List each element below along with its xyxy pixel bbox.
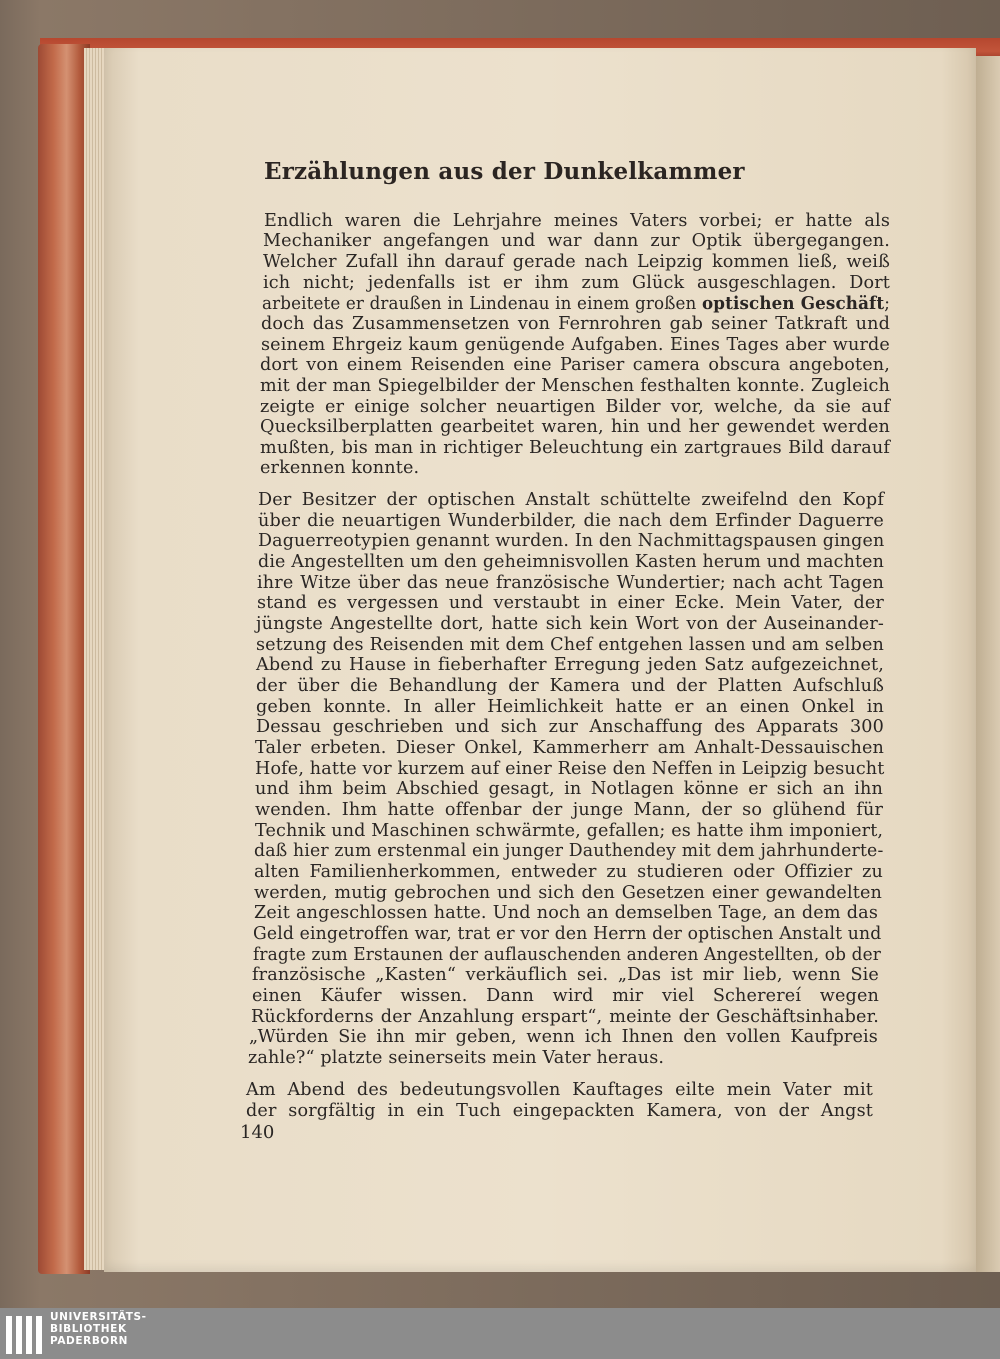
- text-line: Dessau geschrieben und sich zur Anschaffung des Apparats 300: [256, 717, 884, 737]
- text-line: Welcher Zufall ihn darauf gerade nach Leipzig kommen ließ, weiß: [263, 252, 890, 272]
- text-line: dort von einem Reisenden eine Pariser camera obscura angeboten,: [260, 355, 890, 375]
- text-line: Technik und Maschinen schwärmte, gefallen; es hatte ihm imponiert,: [255, 821, 884, 841]
- text-line: jüngste Angestellte dort, hatte sich kein Wort von der Auseinander-: [256, 614, 884, 634]
- facing-page-edge: [976, 56, 1000, 1272]
- library-logo-text: [50, 1311, 147, 1347]
- text-line: Zeit angeschlossen hatte. Und noch an demselben Tage, an dem das: [254, 903, 878, 923]
- bold-phrase: optischen Geschäft: [701, 293, 885, 314]
- text-line: setzung des Reisenden mit dem Chef entgehen lassen und am selben: [256, 635, 884, 655]
- text-line: seinem Ehrgeiz kaum genügende Aufgaben. Eines Tages aber wurde: [261, 335, 890, 355]
- text-line: die Angestellten um den geheimnisvollen Kasten herum und machten: [258, 552, 885, 572]
- library-logo-bar: [0, 1308, 1000, 1359]
- text-line-with-bold: [262, 293, 890, 314]
- text-line: Geld eingetroffen war, trat er vor den Herrn der optischen Anstalt und: [253, 924, 882, 944]
- text-line: Hofe, hatte vor kurzem auf einer Reise den Neffen in Leipzig besucht: [255, 759, 885, 779]
- text-line: Endlich waren die Lehrjahre meines Vaters vorbei; er hatte als: [264, 211, 890, 231]
- text-line: Taler erbeten. Dieser Onkel, Kammerherr am Anhalt-Dessauischen: [255, 738, 884, 758]
- library-logo-line: UNIVERSITÄTS-: [50, 1311, 147, 1323]
- text-line: Am Abend des bedeutungsvollen Kauftages eilte mein Vater mit: [246, 1080, 873, 1100]
- text-line: stand es vergessen und verstaubt in einer Ecke. Mein Vater, der: [257, 593, 884, 613]
- text-line: französische „Kasten“ verkäuflich sei. „Das ist mir lieb, wenn Sie: [252, 965, 879, 985]
- text-line: ich nicht; jedenfalls ist er ihm zum Glück ausgeschlagen. Dort: [263, 273, 890, 293]
- text-line: Mechaniker angefangen und war dann zur Optik übergegangen.: [263, 231, 890, 251]
- library-logo-line: PADERBORN: [50, 1335, 129, 1347]
- text-line: der über die Behandlung der Kamera und der Platten Aufschluß: [256, 676, 884, 696]
- text-line: Rückforderns der Anzahlung erspart“, meinte der Geschäftsinhaber.: [251, 1007, 879, 1027]
- bold-phrase-suffix: ;: [884, 294, 891, 314]
- page-stack: [84, 48, 106, 1270]
- text-line: Daguerreotypien genannt wurden. In den Nachmittagspausen gingen: [258, 531, 885, 551]
- text-line: Quecksilberplatten gearbeitet waren, hin und her gewendet werden: [260, 417, 890, 437]
- text-line: einen Käufer wissen. Dann wird mir viel Scherereí wegen: [252, 986, 879, 1006]
- text-line: „Würden Sie ihn mir geben, wenn ich Ihnen den vollen Kaufpreis: [249, 1027, 878, 1047]
- text-line: und ihm beim Abschied gesagt, in Notlagen könne er sich an ihn: [255, 779, 883, 799]
- text-line: mit der man Spiegelbilder der Menschen festhalten konnte. Zugleich: [260, 376, 890, 396]
- text-line: zeigte er einige solcher neuartigen Bilder vor, welche, da sie auf: [260, 397, 890, 417]
- text-segment: arbeitete er draußen in Lindenau in einem großen: [262, 294, 697, 314]
- text-line: alten Familienherkommen, entweder zu studieren oder Offizier zu: [254, 862, 883, 882]
- text-line: doch das Zusammensetzen von Fernrohren gab seiner Tatkraft und: [261, 314, 890, 334]
- text-line: über die neuartigen Wunderbilder, die nach dem Erfinder Daguerre: [258, 511, 884, 531]
- book-spine-edge: [38, 44, 90, 1274]
- page-number: 140: [240, 1122, 275, 1143]
- text-line: ihre Witze über das neue französische Wundertier; nach acht Tagen: [257, 573, 884, 593]
- library-logo-icon: [0, 1312, 48, 1358]
- text-line: werden, mutig gebrochen und sich den Gesetzen einer gewandelten: [254, 883, 882, 903]
- text-line: wenden. Ihm hatte offenbar der junge Mann, der so glühend für: [255, 800, 883, 820]
- text-line: zahle?“ platzte seinerseits mein Vater heraus.: [248, 1048, 665, 1068]
- text-line: erkennen konnte.: [260, 458, 420, 478]
- text-line: Abend zu Hause in fieberhafter Erregung jeden Satz aufgezeichnet,: [256, 655, 884, 675]
- text-line: Der Besitzer der optischen Anstalt schüttelte zweifelnd den Kopf: [258, 490, 884, 510]
- library-logo-line: BIBLIOTHEK: [50, 1323, 127, 1335]
- text-line: geben konnte. In aller Heimlichkeit hatte er an einen Onkel in: [256, 697, 884, 717]
- text-line: fragte zum Erstaunen der auflauschenden anderen Angestellten, ob der: [253, 945, 881, 965]
- text-line: der sorgfältig in ein Tuch eingepackten Kamera, von der Angst: [246, 1101, 873, 1121]
- text-line: daß hier zum erstenmal ein junger Dauthendey mit dem jahrhunderte-: [254, 841, 884, 861]
- text-line: mußten, bis man in richtiger Beleuchtung ein zartgraues Bild darauf: [260, 438, 890, 458]
- chapter-title: Erzählungen aus der Dunkelkammer: [264, 158, 745, 185]
